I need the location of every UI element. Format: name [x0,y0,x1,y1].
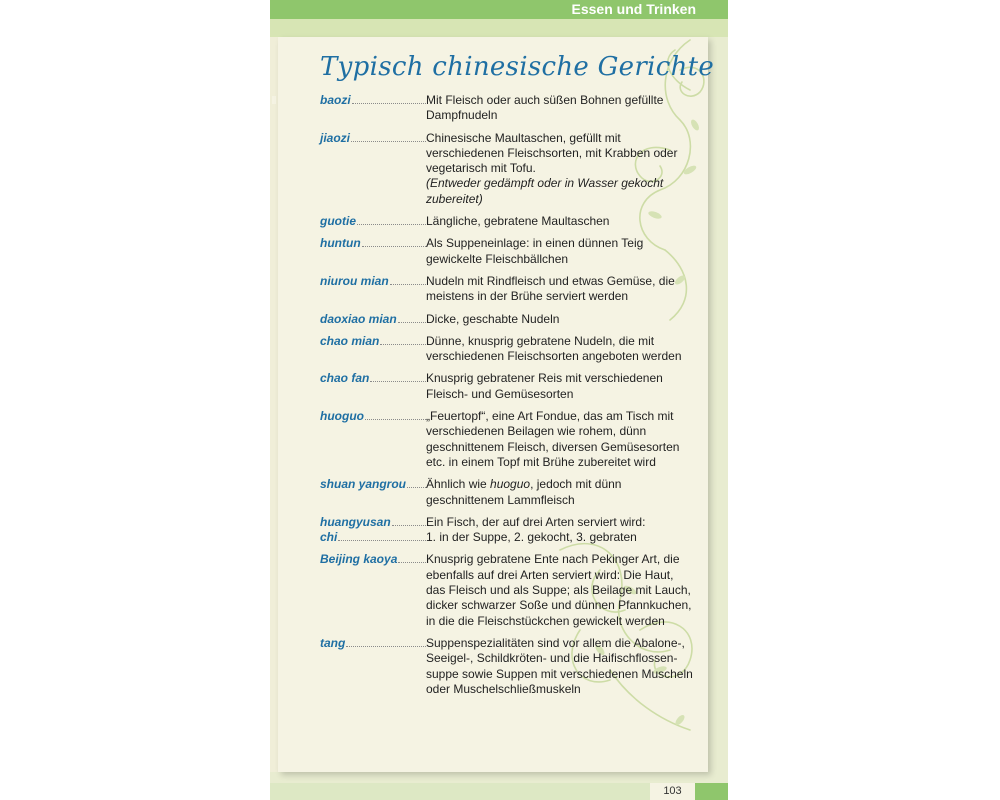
description-line: Suppenspezialitäten sind vor allem die Abalone-, [426,635,685,650]
term-line [320,131,426,146]
description-line: suppe sowie Suppen mit verschiedenen Muscheln [426,666,693,681]
dish-term [320,312,426,327]
term-line [320,93,426,108]
dot-leader [398,312,426,323]
dish-term [320,334,426,365]
description-line: oder Muschelschließmuskeln [426,681,581,696]
dot-leader [351,131,426,142]
dish-name: chao mian [320,333,380,348]
description-line: verschiedenen Fleischsorten angeboten werden [426,349,682,364]
term-line [320,371,426,386]
description-line: dicker schwarzer Soße und dünnen Pfannkuchen, [426,598,692,613]
term-line [320,530,426,545]
dish-description [426,515,710,546]
dot-leader [357,214,426,225]
term-line [320,552,426,567]
dish-description [426,477,710,508]
dot-leader [390,274,426,285]
dish-entry [320,515,710,546]
dot-leader [352,93,426,104]
description-line: verschiedenen Beilagen wie rohem, dünn [426,424,647,439]
dish-term [320,371,426,402]
dish-entry [320,371,710,402]
description-line: Knusprig gebratene Ente nach Pekinger Art, die [426,552,680,567]
description-line: Chinesische Maultaschen, gefüllt mit [426,130,621,145]
dish-entry [320,334,710,365]
dish-entry [320,236,710,267]
dish-description [426,312,710,327]
dish-entry [320,636,710,697]
term-line [320,214,426,229]
dot-leader [346,636,426,647]
dish-term [320,552,426,628]
dish-description [426,236,710,267]
term-line [320,334,426,349]
dish-term [320,409,426,470]
dish-term [320,131,426,207]
dot-leader [370,371,426,382]
dish-name: tang [320,635,346,650]
dot-leader [365,409,426,420]
description-line: geschnittenem Lammfleisch [426,492,575,507]
description-note: (Entweder gedämpft oder in Wasser gekocht [426,176,664,191]
dish-name: niurou mian [320,273,389,288]
page-number: 103 [650,783,695,800]
card-edge [270,37,278,772]
side-mark [272,96,276,104]
dish-entry [320,552,710,628]
term-line [320,274,426,289]
dot-leader [380,334,426,345]
description-note: zubereitet) [426,191,483,206]
description-line: Knusprig gebratener Reis mit verschiedenen [426,371,663,386]
dot-leader [407,477,426,488]
dish-term [320,236,426,267]
header-bar [270,0,728,19]
term-line [320,409,426,424]
dish-list [320,93,710,704]
term-line [320,236,426,251]
dot-leader [392,515,426,526]
dish-entry [320,477,710,508]
description-line: in die die Fleischstückchen gewickelt werden [426,613,665,628]
dish-name: shuan yangrou [320,477,407,492]
dish-entry [320,131,710,207]
dish-description [426,371,710,402]
description-line: Dampfnudeln [426,108,498,123]
dish-entry [320,274,710,305]
dish-name: huangyusan [320,514,391,529]
dish-entry [320,409,710,470]
footer-accent [695,783,728,800]
dish-term [320,515,426,546]
description-line: Dicke, geschabte Nudeln [426,311,560,326]
dish-description [426,93,710,124]
dish-name: jiaozi [320,130,351,145]
description-line: Längliche, gebratene Maultaschen [426,214,610,229]
description-line: meistens in der Brühe serviert werden [426,289,629,304]
description-line: ebenfalls auf drei Arten serviert wird: Die Haut, [426,567,674,582]
page-title: Typisch chinesische Gerichte [320,52,715,82]
dish-description [426,334,710,365]
dish-entry [320,312,710,327]
description-line: Fleisch- und Gemüsesorten [426,386,574,401]
dish-description [426,274,710,305]
description-line: Dünne, knusprig gebratene Nudeln, die mit [426,333,655,348]
dish-name: chi [320,530,338,545]
description-line: Nudeln mit Rindfleisch und etwas Gemüse, die [426,273,675,288]
term-line [320,515,426,530]
dish-term [320,274,426,305]
description-line: geschnittenem Fleisch, diversen Gemüsesorten [426,439,680,454]
description-line: „Feuertopf“, eine Art Fondue, das am Tisch mit [426,409,674,424]
dish-entry [320,93,710,124]
term-line [320,312,426,327]
dish-term [320,93,426,124]
dish-description [426,409,710,470]
description-line: vegetarisch mit Tofu. [426,161,536,176]
description-line: Seeigel-, Schildkröten- und die Haifischflossen- [426,651,678,666]
dish-description [426,636,710,697]
book-page [270,0,728,800]
dish-name: chao fan [320,371,370,386]
description-text: Ähnlich wie [426,477,491,492]
dot-leader [398,552,426,563]
description-text: , jedoch mit dünn [530,477,622,492]
dot-leader [362,236,426,247]
description-line: etc. in einem Topf mit Brühe zubereitet wird [426,454,656,469]
dish-name: huoguo [320,409,364,424]
term-line [320,636,426,651]
dish-entry [320,214,710,229]
dish-term [320,636,426,697]
description-line: 1. in der Suppe, 2. gekocht, 3. gebraten [426,530,637,545]
dish-term [320,214,426,229]
dish-description [426,552,710,628]
description-line: Ein Fisch, der auf drei Arten serviert wird: [426,514,646,529]
cross-reference: huoguo [490,477,531,492]
term-line [320,477,426,492]
dish-name: baozi [320,93,351,107]
description-line: gewickelte Fleischbällchen [426,251,569,266]
dish-name: huntun [320,236,361,251]
dish-description [426,131,710,207]
dish-term [320,477,426,508]
description-line: Als Suppeneinlage: in einen dünnen Teig [426,236,644,251]
dish-name: daoxiao mian [320,311,397,326]
section-title: Essen und Trinken [571,1,696,17]
dish-description [426,214,710,229]
description-line: das Fleisch und als Suppe; als Beilage mit Lauch, [426,583,691,598]
dish-name: Beijing kaoya [320,552,398,567]
dish-name: guotie [320,214,356,229]
description-line [426,477,710,492]
dot-leader [338,530,426,541]
description-line: verschiedenen Fleischsorten, mit Krabben oder [426,145,678,160]
description-line: Mit Fleisch oder auch süßen Bohnen gefüllte [426,93,664,107]
